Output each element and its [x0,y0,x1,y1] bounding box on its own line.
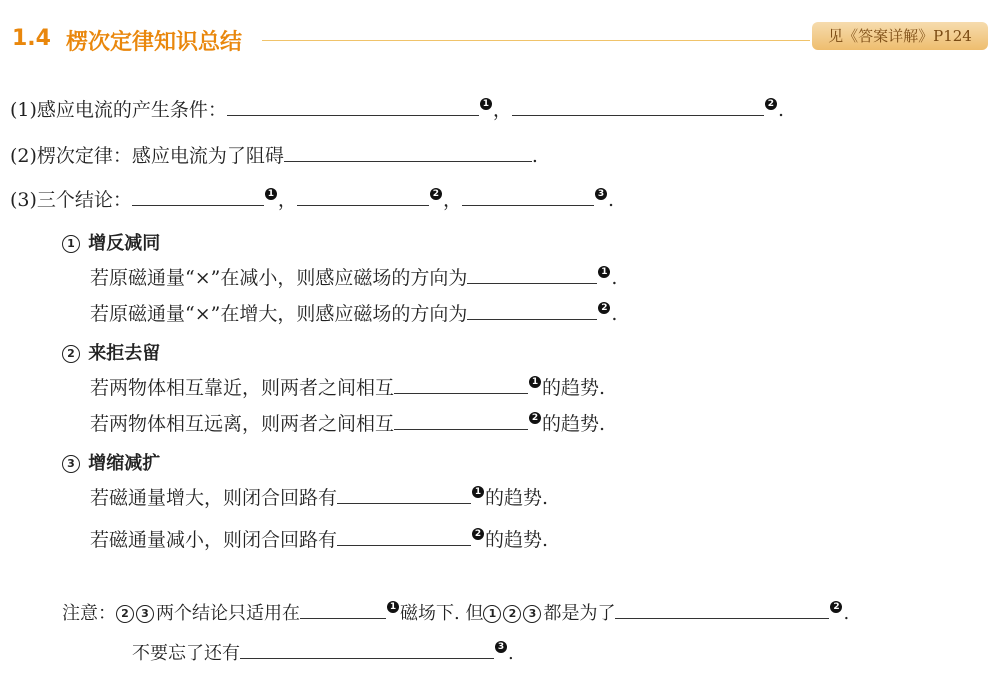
circled-number-1: 1 [483,605,501,623]
period: . [508,643,514,664]
question-3 [10,186,614,214]
blank[interactable] [337,527,471,546]
mark-1: 1 [480,98,492,110]
sub2-line-a [90,374,605,402]
blank[interactable] [467,301,597,320]
mark-2: 2 [430,188,442,200]
circled-number-2: 2 [503,605,521,623]
separator: ， [277,189,297,211]
circled-number-3: 3 [136,605,154,623]
circled-number-3: 3 [523,605,541,623]
sub-heading-1-title: 增反减同 [88,233,161,254]
period: . [843,603,850,624]
sub3-line-b [90,526,548,554]
blank[interactable] [394,375,528,394]
blank[interactable] [394,411,528,430]
note-line-1 [62,600,849,628]
note-line-2 [132,640,514,668]
mark-2: 2 [529,412,541,424]
suffix: 的趋势. [485,529,549,551]
note-part-3: 都是为了 [543,603,616,624]
period: . [611,267,618,289]
sub2-line-b [90,410,605,438]
section-number: 1.4 [12,26,51,51]
sub2-line-b-text: 若两物体相互远离，则两者之间相互 [90,413,395,435]
answer-reference-tag: 见《答案详解》P124 [812,22,988,50]
mark-3: 3 [495,641,507,653]
blank[interactable] [297,187,429,206]
sub3-line-a-text: 若磁通量增大，则闭合回路有 [90,487,338,509]
question-3-text: (3)三个结论： [10,189,132,211]
blank[interactable] [462,187,594,206]
suffix: 的趋势. [485,487,549,509]
sub3-line-b-text: 若磁通量减小，则闭合回路有 [90,529,338,551]
sub-heading-3-title: 增缩减扩 [88,453,161,474]
blank[interactable] [615,600,829,619]
blank[interactable] [300,600,386,619]
circled-number-3: 3 [62,455,80,473]
circled-number-1: 1 [62,235,80,253]
mark-1: 1 [387,601,399,613]
note-line-2-text: 不要忘了还有 [132,643,240,664]
suffix: 的趋势. [542,413,606,435]
period: . [607,189,614,211]
mark-2: 2 [830,601,842,613]
sub1-line-a-text: 若原磁通量“×”在减小，则感应磁场的方向为 [90,267,468,289]
blank[interactable] [467,265,597,284]
mark-1: 1 [598,266,610,278]
question-1 [10,96,784,124]
blank[interactable] [227,97,479,116]
mark-1: 1 [265,188,277,200]
sub-heading-2 [62,340,160,368]
blank[interactable] [284,143,532,162]
sub-heading-3 [62,450,160,478]
period: . [611,303,618,325]
blank[interactable] [132,187,264,206]
mark-1: 1 [472,486,484,498]
header-divider [262,40,810,41]
sub1-line-b-text: 若原磁通量“×”在增大，则感应磁场的方向为 [90,303,468,325]
separator: ， [492,99,512,121]
mark-1: 1 [529,376,541,388]
section-title: 楞次定律知识总结 [66,30,243,55]
sub-heading-2-title: 来拒去留 [88,343,161,364]
blank[interactable] [240,640,494,659]
note-part-2: 磁场下. 但 [400,603,484,624]
separator: ， [442,189,462,211]
mark-2: 2 [765,98,777,110]
sub2-line-a-text: 若两物体相互靠近，则两者之间相互 [90,377,395,399]
question-2-text: (2)楞次定律：感应电流为了阻碍 [10,145,284,167]
question-2 [10,142,538,170]
period: . [531,145,538,167]
suffix: 的趋势. [542,377,606,399]
sub3-line-a [90,484,548,512]
sub1-line-b [90,300,617,328]
sub-heading-1 [62,230,160,258]
blank[interactable] [512,97,764,116]
question-1-text: (1)感应电流的产生条件： [10,99,227,121]
note-prefix: 注意： [62,603,116,624]
blank[interactable] [337,485,471,504]
circled-number-2: 2 [116,605,134,623]
mark-2: 2 [598,302,610,314]
note-part-1: 两个结论只适用在 [156,603,300,624]
sub1-line-a [90,264,617,292]
section-header [0,0,995,80]
mark-3: 3 [595,188,607,200]
circled-number-2: 2 [62,345,80,363]
mark-2: 2 [472,528,484,540]
period: . [777,99,784,121]
